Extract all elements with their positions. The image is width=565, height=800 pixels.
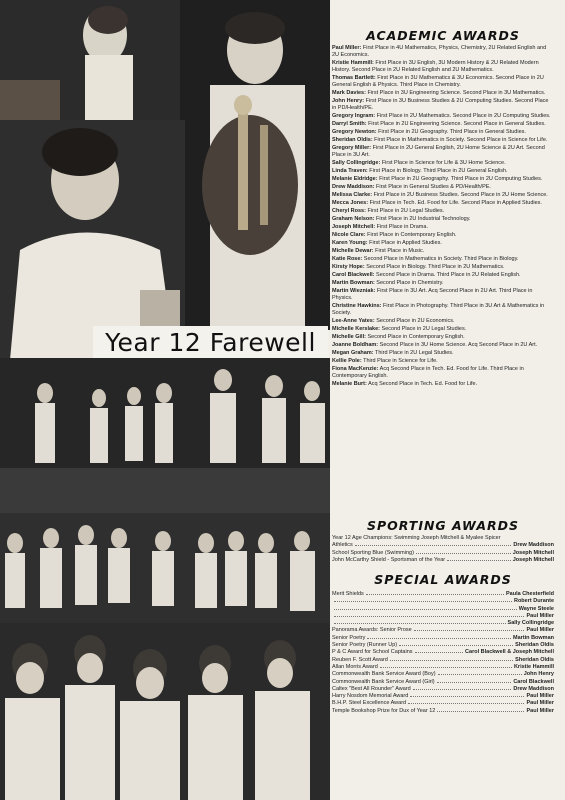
award-description: First Place in 3U Business Studies & 2U Computing Studies. Second Place in PD/Health/PE. [332,98,549,112]
award-title: P & C Award for School Captains [332,649,413,656]
award-description: Second Place in Drama. Third Place in 2U Related English. [374,272,521,279]
award-recipient-name: Michelle Dewar: [332,248,374,255]
award-title: Year 12 Age Champions: Swimming Joseph Mitchell & Myalee Spicer [332,535,501,541]
academic-award-entry [332,240,554,247]
special-award-row [332,613,554,620]
special-award-row [332,620,554,627]
award-recipient-name: Melissa Clarke: [332,192,373,199]
award-description: First Place in 2U Engineering Science. Second Place in General Studies. [366,121,546,128]
award-recipient-name: Martin Wiezniak: [332,288,376,295]
award-recipient-name: Sally Collingridge: [332,160,381,167]
award-recipient-name: Kirsty Hope: [332,264,365,271]
dotted-leader [367,638,511,639]
award-description: First Place in 2U Industrial Technology. [374,216,471,223]
award-description: First Place in Science for Life & 3U Home Science. [380,160,506,167]
award-recipient-name: Lee-Anne Yates: [332,318,375,325]
academic-award-entry [332,192,554,199]
award-description: First Place in Music. [373,248,425,255]
special-award-row [332,693,554,700]
dotted-leader [437,682,512,683]
dotted-leader [355,545,512,546]
award-description: First Place in Biology. Third Place in 2U General English. [367,168,508,175]
award-recipient-name: Nicole Clare: [332,232,366,239]
award-title: Athletics [332,542,353,549]
award-recipient-name: Melanie Eldridge: [332,176,378,183]
award-recipient-name: Graham Nelson: [332,216,375,223]
dotted-leader [438,674,522,675]
award-description: First Place in Applied Studies. [367,240,442,247]
dotted-leader [408,703,524,704]
award-winner: Sheridan Oldis [515,656,554,663]
award-winner: Paul Miller [526,700,554,707]
academic-award-entry [332,98,554,112]
award-description: Third Place in Science for Life. [361,358,438,365]
award-description: Second Place in 2U Legal Studies. [380,326,467,333]
academic-award-entry [332,208,554,215]
academic-awards-heading: ACADEMIC AWARDS [366,28,520,43]
award-winner: Joseph Mitchell [512,549,554,556]
academic-award-entry [332,137,554,144]
academic-award-entry [332,264,554,271]
academic-award-entry [332,200,554,207]
academic-award-entry [332,280,554,287]
award-recipient-name: Karen Young: [332,240,368,247]
sporting-awards-heading: SPORTING AWARDS [366,518,520,533]
award-winner: Kristie Hammill [513,663,554,670]
award-winner: Drew Maddison [513,685,554,692]
award-recipient-name: Cheryl Ross: [332,208,366,215]
award-recipient-name: Carol Blackwell: [332,272,375,279]
special-award-row [332,671,554,678]
academic-award-entry [332,75,554,89]
academic-award-entry [332,303,554,317]
award-description: First Place in 2U Geography. Third Place in 2U Computing Studies. [377,176,543,183]
award-title: Senior Poetry (Runner Up) [332,642,398,649]
award-winner: Paul Miller [526,693,554,700]
award-description: Second Place in Chemistry. [374,280,444,287]
academic-award-entry [332,216,554,223]
award-recipient-name: Fiona MacKenzie: [332,366,379,373]
award-recipient-name: Megan Graham: [332,350,374,357]
academic-award-entry [332,129,554,136]
academic-award-entry [332,60,554,74]
special-award-row [332,686,554,693]
award-title: Allan Morris Award [332,663,378,670]
academic-award-entry [332,318,554,325]
award-description: First Place in Photography. Third Place in 3U Art & Mathematics in Society. [332,303,545,317]
award-winner: Carol Blackwell & Joseph Mitchell [465,649,554,656]
dotted-leader [334,609,517,610]
photo-speaker-at-podium [0,0,180,140]
academic-award-entry [332,224,554,231]
award-winner: Robert Durante [513,598,554,605]
dotted-leader [366,594,504,595]
academic-award-entry [332,232,554,239]
award-recipient-name: Kristie Hammill: [332,60,374,67]
award-recipient-name: Mecca Jones: [332,200,369,207]
academic-award-entry [332,121,554,128]
award-recipient-name: Darryl Smith: [332,121,367,128]
award-description: First Place in Drama. [375,224,428,231]
award-recipient-name: John Henry: [332,98,365,105]
special-award-row [332,598,554,605]
special-award-row [332,657,554,664]
award-title: Commonwealth Bank Service Award (Boy) [332,671,436,678]
award-winner: Joseph Mitchell [512,556,554,563]
award-recipient-name: Paul Miller: [332,45,362,51]
award-title: Harry Nosdom Memorial Award [332,693,409,700]
sporting-award-row [332,542,554,549]
award-recipient-name: Joseph Mitchell: [332,224,376,231]
special-award-row [332,591,554,598]
award-recipient-name: Michelle Kerslake: [332,326,380,333]
award-title: Temple Bookshop Prize for Dux of Year 12 [332,707,436,714]
dotted-leader [380,667,512,668]
award-description: First Place in 2U Geography. Third Place in General Studies. [376,129,526,136]
award-recipient-name: Katie Rose: [332,256,363,263]
academic-award-entry [332,334,554,341]
special-award-row [332,627,554,634]
award-description: First Place in General Studies & PD/Health/PE. [374,184,491,191]
academic-award-entry [332,342,554,349]
special-award-row [332,700,554,707]
award-recipient-name: Martin Bowman: [332,280,375,287]
award-description: Third Place in 2U Legal Studies. [373,350,454,357]
sporting-award-row [332,550,554,557]
special-award-row [332,635,554,642]
special-award-row [332,606,554,613]
award-winner: Sheridan Oldis [515,642,554,649]
academic-awards-list [332,45,554,388]
award-winner: Martin Bowman [513,634,554,641]
academic-award-entry [332,256,554,263]
award-recipient-name: Gregory Ingram: [332,113,376,120]
award-description: Second Place in Contemporary English. [365,334,465,341]
dotted-leader [334,616,524,617]
award-winner: Paul Miller [526,707,554,714]
award-recipient-name: Mark Davies: [332,90,366,97]
academic-award-entry [332,350,554,357]
academic-award-entry [332,90,554,97]
photo-seated-audience [0,623,330,800]
academic-award-entry [332,288,554,302]
photo-student-with-trophy [180,0,330,330]
award-recipient-name: Gregory Miller: [332,145,372,152]
academic-award-entry [332,145,554,159]
award-title: Reuben F. Scott Award [332,656,388,663]
academic-award-entry [332,326,554,333]
special-award-row [332,642,554,649]
special-awards-list [332,591,554,715]
photo-smiling-student [0,120,185,360]
year-12-farewell-banner: Year 12 Farewell [93,326,328,358]
award-winner: Carol Blackwell [513,678,554,685]
award-description: First Place in Tech. Ed. Food for Life. Second Place in Applied Studies. [368,200,542,207]
dotted-leader [415,652,464,653]
photo-students-outdoors [0,513,330,623]
award-description: Second Place in 2U Economics. [374,318,455,325]
academic-awards-section [332,28,554,389]
special-award-row [332,708,554,715]
special-award-row [332,649,554,656]
award-winner: Drew Maddison [513,542,554,549]
dotted-leader [447,560,511,561]
award-description: Second Place in 3U Home Science. Acq Second Place in 2U Art. [378,342,538,349]
award-title: School Sporting Blue (Swimming) [332,549,414,556]
dotted-leader [416,553,511,554]
dotted-leader [390,660,513,661]
award-description: First Place in 2U General English, 2U Home Science & 2U Art. Second Place in 3U Art. [332,145,545,159]
award-recipient-name: Sheridan Oldis: [332,137,373,144]
academic-award-entry [332,113,554,120]
award-recipient-name: Joanne Boldham: [332,342,379,349]
award-title: Commonwealth Bank Service Award (Girl) [332,678,435,685]
award-description: First Place in 3U Art. Acq Second Place in 2U Art. Third Place in Physics. [332,288,533,302]
award-recipient-name: Drew Maddison: [332,184,375,191]
special-award-row [332,679,554,686]
academic-award-entry [332,358,554,365]
dotted-leader [410,696,524,697]
academic-award-entry [332,45,554,59]
dotted-leader [414,630,525,631]
academic-award-entry [332,168,554,175]
award-description: First Place in 2U Mathematics. Second Place in 2U Computing Studies. [375,113,551,120]
award-recipient-name: Melanie Burt: [332,381,367,388]
dotted-leader [413,689,512,690]
dotted-leader [334,601,512,602]
sporting-award-row [332,557,554,564]
award-description: First Place in Mathematics in Society. Second Place in Science for Life. [372,137,548,144]
sporting-awards-list [332,535,554,564]
special-awards-heading: SPECIAL AWARDS [374,572,512,587]
academic-award-entry [332,381,554,388]
award-title: Panorama Awards: Senior Prose [332,627,412,634]
award-title: Merit Shields [332,591,364,597]
award-title: B.H.P. Steel Excellence Award [332,700,407,707]
academic-award-entry [332,272,554,279]
award-recipient-name: Thomas Bartlett: [332,75,376,82]
sporting-award-row [332,535,554,542]
award-recipient-name: Linda Traven: [332,168,368,175]
dotted-leader [334,623,506,624]
award-winner: Sally Collingridge [507,620,554,627]
award-title: Senior Poetry [332,634,366,641]
award-description: First Place in 3U English, 3U Modern History & 2U Related Modern History. Second Place in 2U Related English and 2U Mathematics. [332,60,539,74]
award-recipient-name: Christine Hawkins: [332,303,382,310]
photo-students-line-up [0,358,330,513]
award-description: Acq Second Place in Tech. Ed. Food for Life. [366,381,478,388]
academic-award-entry [332,248,554,255]
award-description: First Place in 3U Mathematics & 3U Economics. Second Place in 2U General English & Physics. Third Place in Chemistry. [332,75,544,89]
award-description: Second Place in Biology. Third Place in 2U Mathematics. [364,264,505,271]
award-winner: John Henry [523,671,554,678]
award-title: John McCarthy Shield - Sportsman of the Year [332,556,446,563]
dotted-leader [399,645,513,646]
award-description: First Place in Contemporary English. [365,232,457,239]
award-winner: Paul Miller [526,627,554,634]
academic-award-entry [332,366,554,380]
award-description: First Place in 2U Legal Studies. [365,208,445,215]
award-description: First Place in 3U Engineering Science. Second Place in 3U Mathematics. [365,90,546,97]
award-recipient-name: Kellie Pole: [332,358,362,365]
award-title: Caltex "Best All Rounder" Award [332,685,411,692]
award-description: Acq Second Place in Tech. Ed. Food for Life. Third Place in Contemporary English. [332,366,524,380]
award-winner: Wayne Steele [518,605,554,612]
academic-award-entry [332,160,554,167]
award-description: Second Place in Mathematics in Society. Third Place in Biology. [362,256,519,263]
award-description: First Place in 2U Business Studies. Second Place in 2U Home Science. [372,192,548,199]
award-winner: Paul Miller [526,612,554,619]
academic-award-entry [332,184,554,191]
award-recipient-name: Michelle Gill: [332,334,366,341]
special-awards-section [332,572,554,715]
award-winner: Paula Chesterfield [506,591,554,597]
dotted-leader [437,711,524,712]
award-description: First Place in 4U Mathematics, Physics, Chemistry, 2U Related English and 2U Economics. [332,45,547,59]
award-recipient-name: Gregory Newton: [332,129,377,136]
sporting-awards-section [332,518,554,564]
academic-award-entry [332,176,554,183]
special-award-row [332,664,554,671]
